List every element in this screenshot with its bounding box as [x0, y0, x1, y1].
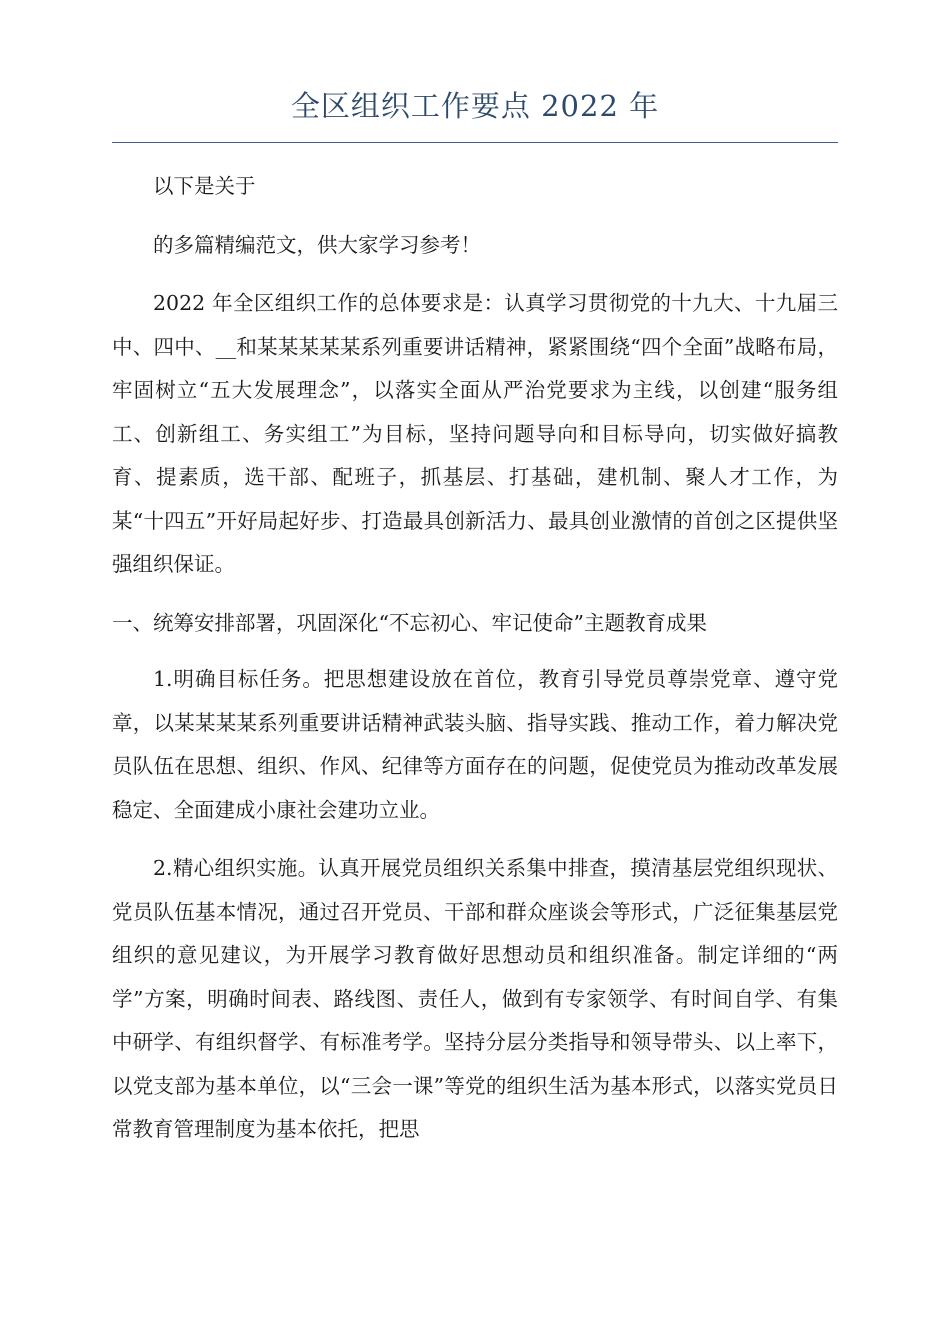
intro-line-1: 以下是关于: [153, 174, 256, 198]
intro-line-2: 的多篇精编范文，供大家学习参考！: [153, 232, 481, 257]
title-divider: [112, 142, 838, 143]
item-2-paragraph: 2.精心组织实施。认真开展党员组织关系集中排查，摸清基层党组织现状、党员队伍基本情况，通过召开党员、干部和群众座谈会等形式，广泛征集基层党组织的意见建议，为开展学习教育做好思想动员和组织准备。制定详细的“两学”方案，明确时间表、路线图、责任人，做到有专家领学、有时间自学、有集中研学、有组织督学、有标准考学。坚持分层分类指导和领导带头、以上率下，以党支部为基本单位，以“三会一课”等党的组织生活为基本形式，以落实党员日常教育管理制度为基本依托，把思: [112, 856, 838, 1141]
overview-paragraph: 2022 年全区组织工作的总体要求是：认真学习贯彻党的十九大、十九届三中、四中、__和某某某某某系列重要讲话精神，紧紧围绕“四个全面”战略布局，牢固树立“五大发展理念”，以落实全面从严治党要求为主线，以创建“服务组工、创新组工、务实组工”为目标，坚持问题导向和目标导向，切实做好搞教育、提素质，选干部、配班子，抓基层、打基础，建机制、聚人才工作，为某“十四五”开好局起好步、打造最具创新活力、最具创业激情的首创之区提供坚强组织保证。: [112, 291, 838, 576]
document-body: [112, 165, 838, 1167]
document-title: 全区组织工作要点 2022 年: [290, 89, 660, 123]
item-1-paragraph: 1.明确目标任务。把思想建设放在首位，教育引导党员尊崇党章、遵守党章，以某某某某系列重要讲话精神武装头脑、指导实践、推动工作，着力解决党员队伍在思想、组织、作风、纪律等方面存在的问题，促使党员为推动改革发展稳定、全面建成小康社会建功立业。: [112, 667, 838, 822]
section-heading-1: 一、统筹安排部署，巩固深化“不忘初心、牢记使命”主题教育成果: [112, 610, 707, 635]
